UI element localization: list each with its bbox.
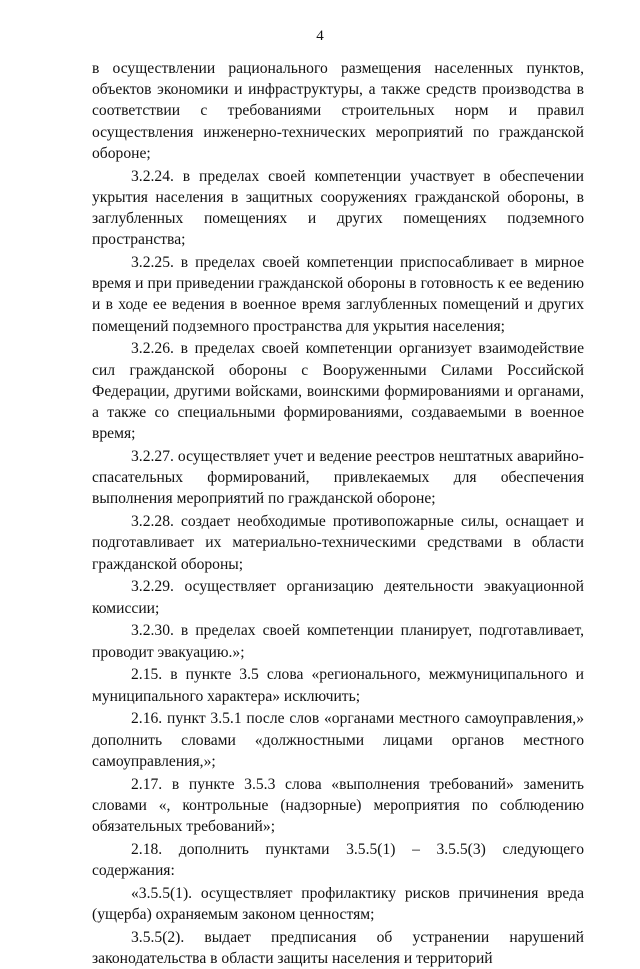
paragraph: 3.2.25. в пределах своей компетенции приспосабливает в мирное время и при приведении гражданской обороны в готовность к ее ведению и в ходе ее ведения в военное время заглубленных помещений и других помещений подземного пространства для укрытия населения; xyxy=(92,254,584,335)
paragraph: 3.2.28. создает необходимые противопожарные силы, оснащает и подготавливает их материально-техническими средствами в области гражданской обороны; xyxy=(92,513,584,573)
paragraph: 3.2.29. осуществляет организацию деятельности эвакуационной комиссии; xyxy=(92,578,584,617)
document-body xyxy=(92,58,584,969)
paragraph: 2.16. пункт 3.5.1 после слов «органами местного самоуправления,» дополнить словами «должностными лицами органов местного самоуправления,»; xyxy=(92,710,584,770)
page-number: 4 xyxy=(316,28,324,44)
paragraph: 3.5.5(2). выдает предписания об устранении нарушений законодательства в области защиты населения и территорий xyxy=(92,928,584,968)
paragraph: «3.5.5(1). осуществляет профилактику рисков причинения вреда (ущерба) охраняемым законом ценностям; xyxy=(92,884,584,924)
paragraph: 3.2.24. в пределах своей компетенции участвует в обеспечении укрытия населения в защитных сооружениях гражданской обороны, в заглубленных помещениях и других помещениях подземного пространства; xyxy=(92,167,584,249)
paragraph: 3.2.30. в пределах своей компетенции планирует, подготавливает, проводит эвакуацию.»; xyxy=(92,622,584,661)
paragraph: 2.17. в пункте 3.5.3 слова «выполнения требований» заменить словами «, контрольные (надзорные) мероприятия по соблюдению обязательных требований»; xyxy=(92,775,584,836)
paragraph: 2.18. дополнить пунктами 3.5.5(1) – 3.5.5(3) следующего содержания: xyxy=(92,840,584,880)
paragraph: 3.2.27. осуществляет учет и ведение реестров нештатных аварийно-спасательных формирований, привлекаемых для обеспечения выполнения мероприятий по гражданской обороне; xyxy=(92,448,584,508)
paragraph: в осуществлении рационального размещения населенных пунктов, объектов экономики и инфраструктуры, а также средств производства в соответствии с требованиями строительных норм и правил осуществления инженерно-технических мероприятий по гражданской обороне; xyxy=(92,60,584,162)
paragraph: 3.2.26. в пределах своей компетенции организует взаимодействие сил гражданской обороны с Вооруженными Силами Российской Федерации, другими войсками, воинскими формированиями и органами, а также со специальными формированиями, создаваемыми в военное время; xyxy=(92,340,584,443)
paragraph: 2.15. в пункте 3.5 слова «регионального, межмуниципального и муниципального характера» исключить; xyxy=(92,666,584,705)
